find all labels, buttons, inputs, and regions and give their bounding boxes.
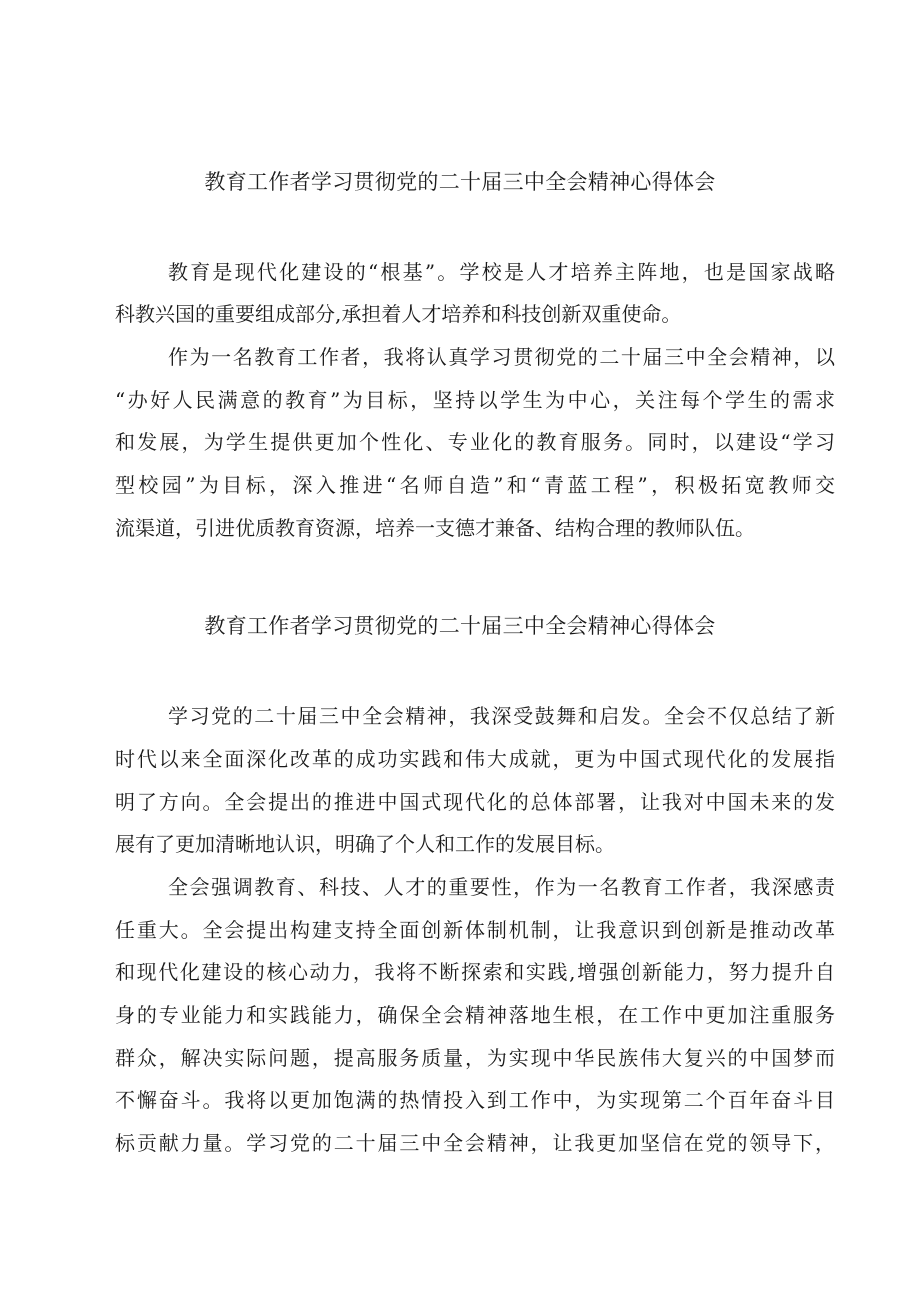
text-line: 科教兴国的重要组成部分,承担着人才培养和科技创新双重使命。	[115, 302, 682, 326]
text-line: 标贡献力量。学习党的二十届三中全会精神，让我更加坚信在党的领导下，	[115, 1131, 835, 1155]
text-line: “办好人民满意的教育”为目标，坚持以学生为中心，关注每个学生的需求	[115, 388, 835, 412]
text-line: 教育是现代化建设的“根基”。学校是人才培养主阵地，也是国家战略	[168, 260, 835, 284]
text-line: 和发展，为学生提供更加个性化、专业化的教育服务。同时，以建设“学习	[115, 430, 835, 454]
article-title-1: 教育工作者学习贯彻党的二十届三中全会精神心得体会	[204, 170, 716, 194]
text-line: 不懈奋斗。我将以更加饱满的热情投入到工作中，为实现第二个百年奋斗目	[115, 1088, 835, 1112]
text-line: 时代以来全面深化改革的成功实践和伟大成就，更为中国式现代化的发展指	[115, 747, 835, 771]
text-line: 全会强调教育、科技、人才的重要性，作为一名教育工作者，我深感责	[168, 875, 835, 899]
text-line: 身的专业能力和实践能力，确保全会精神落地生根，在工作中更加注重服务	[115, 1003, 835, 1027]
text-line: 型校园”为目标，深入推进“名师自造”和“青蓝工程”，积极拓宽教师交	[115, 473, 835, 497]
text-line: 明了方向。全会提出的推进中国式现代化的总体部署，让我对中国未来的发	[115, 790, 835, 814]
text-line: 任重大。全会提出构建支持全面创新体制机制，让我意识到创新是推动改革	[115, 918, 835, 942]
text-line: 展有了更加清晰地认识，明确了个人和工作的发展目标。	[115, 832, 615, 856]
text-line: 流渠道，引进优质教育资源，培养一支德才兼备、结构合理的教师队伍。	[115, 516, 755, 540]
text-line: 和现代化建设的核心动力，我将不断探索和实践,增强创新能力，努力提升自	[115, 960, 835, 984]
text-line: 群众，解决实际问题，提高服务质量，为实现中华民族伟大复兴的中国梦而	[115, 1046, 835, 1070]
text-line: 作为一名教育工作者，我将认真学习贯彻党的二十届三中全会精神，以	[168, 345, 835, 369]
article-title-2: 教育工作者学习贯彻党的二十届三中全会精神心得体会	[204, 614, 716, 638]
text-line: 学习党的二十届三中全会精神，我深受鼓舞和启发。全会不仅总结了新	[168, 704, 835, 728]
